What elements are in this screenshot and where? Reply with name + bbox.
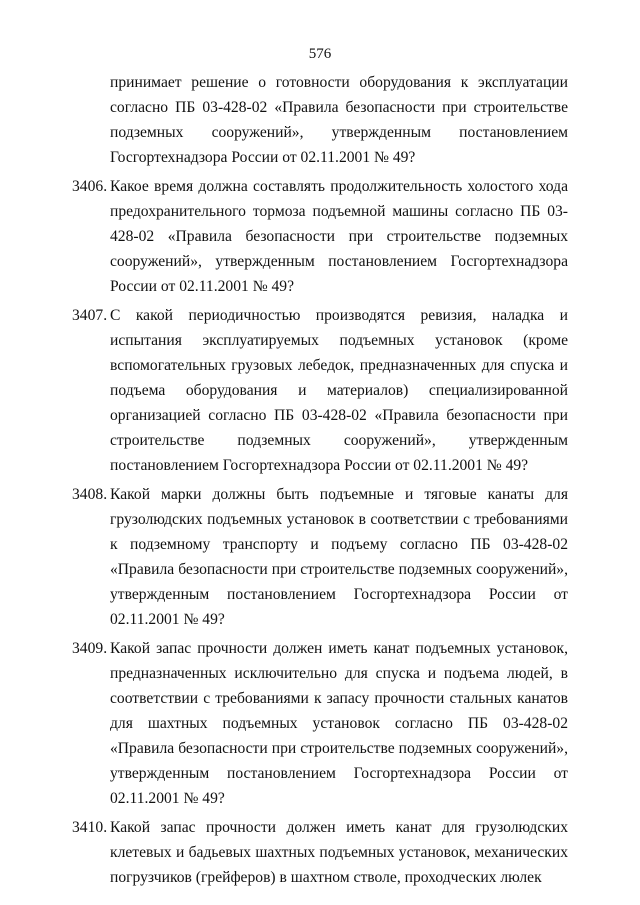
question-number: 3406. <box>72 178 108 195</box>
question-number: 3410. <box>72 819 108 836</box>
question-3410 <box>72 815 568 890</box>
question-text: Какой марки должны быть подъемные и тяговые канаты для грузолюдских подъемных установок в соответствии с требованиями к подземному транспорту и подъему согласно ПБ 03-428-02 «Правила безопасности при строительстве подземных сооружений», утвержденным постановлением Госгортехнадзора России от 02.11.2001 № 49? <box>110 486 568 628</box>
question-text: Какой запас прочности должен иметь канат для грузолюдских клетевых и бадьевых шахтных подъемных установок, механических погрузчиков (грейферов) в шахтном стволе, проходческих люлек <box>110 819 568 886</box>
question-number: 3409. <box>72 640 108 657</box>
question-number: 3408. <box>72 486 108 503</box>
continuation-paragraph: принимает решение о готовности оборудования к эксплуатации согласно ПБ 03-428-02 «Правила безопасности при строительстве подземных сооружений», утвержденным постановлением Госгортехнадзора России от 02.11.2001 № 49? <box>110 74 568 166</box>
question-text: Какой запас прочности должен иметь канат подъемных установок, предназначенных исключительно для спуска и подъема людей, в соответствии с требованиями к запасу прочности стальных канатов для шахтных подъемных установок согласно ПБ 03-428-02 «Правила безопасности при строительстве подземных сооружений», утвержденным постановлением Госгортехнадзора России от 02.11.2001 № 49? <box>110 640 568 807</box>
question-3407 <box>72 303 568 478</box>
question-3409 <box>72 636 568 811</box>
question-number: 3407. <box>72 307 108 324</box>
question-3406 <box>72 174 568 299</box>
question-3408 <box>72 482 568 632</box>
question-text: С какой периодичностью производятся ревизия, наладка и испытания эксплуатируемых подъемных установок (кроме вспомогательных грузовых лебедок, предназначенных для спуска и подъема оборудования и материалов) специализированной организацией согласно ПБ 03-428-02 «Правила безопасности при строительстве подземных сооружений», утвержденным постановлением Госгортехнадзора России от 02.11.2001 № 49? <box>110 307 568 474</box>
question-text: Какое время должна составлять продолжительность холостого хода предохранительного тормоза подъемной машины согласно ПБ 03-428-02 «Правила безопасности при строительстве подземных сооружений», утвержденным постановлением Госгортехнадзора России от 02.11.2001 № 49? <box>110 178 568 295</box>
page-number: 576 <box>308 46 332 62</box>
document-body <box>72 70 568 894</box>
